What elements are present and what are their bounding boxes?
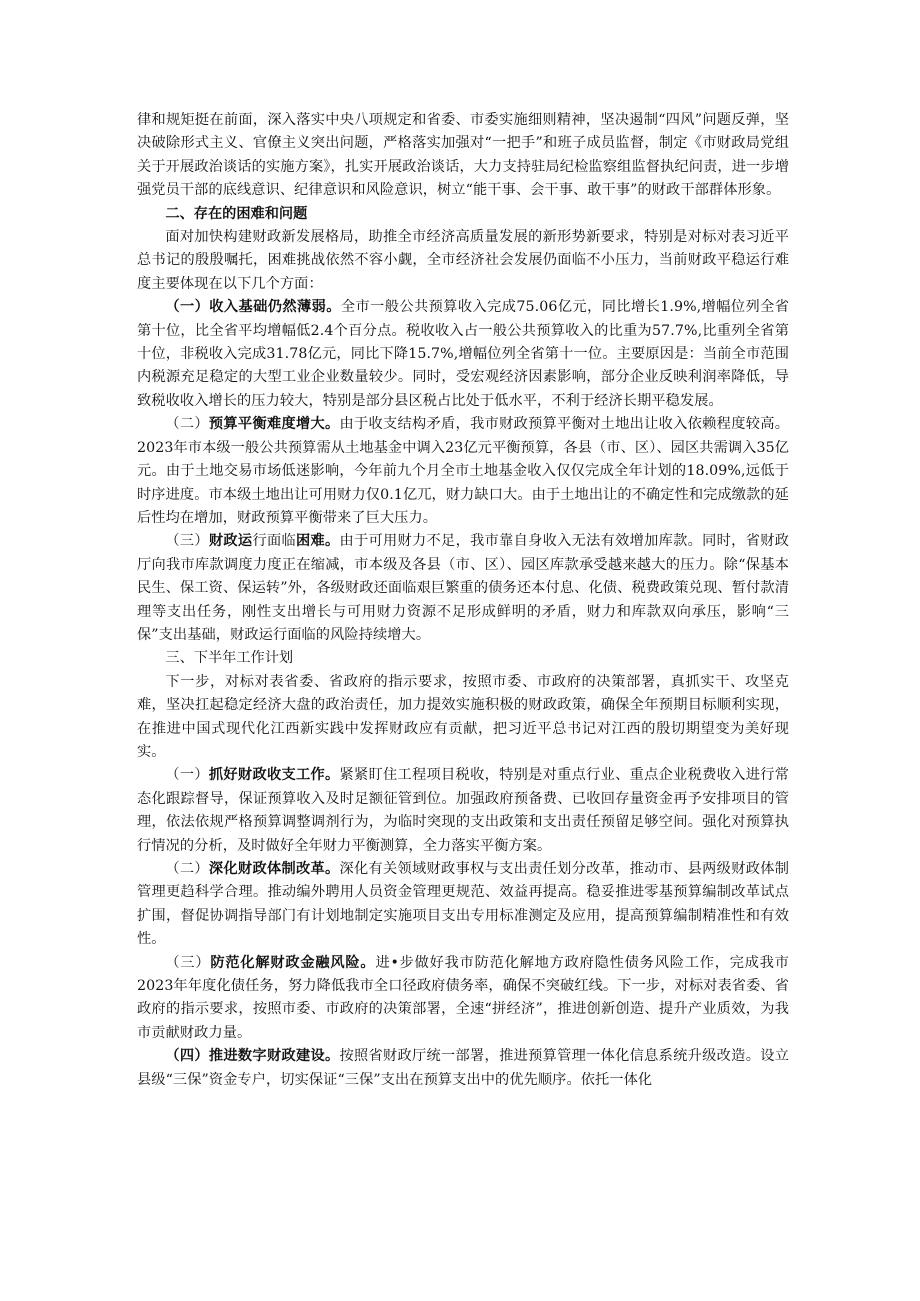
- plan-text-revenue-expenditure: 紧紧盯住工程项目税收，特别是对重点行业、重点企业税费收入进行常态化跟踪督导，保证预算收入及时足额征管到位。加强政府预备费、已收回存量资金再予安排项目的管理，依法依规严格预算调整调剂行为，为临时突现的支出政策和支出责任预留足够空间。强化对预算执行情况的分析，及时做好全年财力平衡测算，全力落实平衡方案。: [137, 767, 789, 854]
- paragraph-plan-revenue-expenditure: [137, 764, 789, 858]
- paragraph-difficulties-intro: 面对加快构建财政新发展格局，助推全市经济高质量发展的新形势新要求，特别是对标对表习近平总书记的殷殷嘱托，困难挑战依然不容小觑，全市经济社会发展仍面临不小压力，当前财政平稳运行难度主要体现在以下几个方面：: [137, 229, 789, 292]
- plan-heading-revenue-expenditure: 抓好财政收支工作。: [208, 767, 340, 784]
- paragraph-plan-digital: [137, 1045, 789, 1092]
- plan-text-digital: 按照省财政厅统一部署，推进预算管理一体化信息系统升级改造。设立县级“三保”资金专户，切实保证“三保”支出在预算支出中的优先顺序。依托一体化: [137, 1048, 789, 1088]
- item-heading-revenue: （一）收入基础仍然薄弱。: [165, 299, 341, 316]
- item-prefix-fiscal-operation: （三）: [165, 533, 209, 550]
- item-heading-fiscal-operation-b: 困难。: [295, 533, 340, 550]
- item-text-revenue: 全市一般公共预算收入完成75.06亿元，同比增长1.9%,增幅位列全省第十位，比全省平均增幅低2.4个百分点。税收收入占一般公共预算收入的比重为57.7%,比重列全省第十位，非税收入完成31.78亿元，同比下降15.7%,增幅位列全省第十一位。主要原因是：当前全市范围内税源充足稳定的大型工业企业数量较少。同时，受宏观经济因素影响，部分企业反映利润率降低，导致税收收入增长的压力较大，特别是部分县区税占比处于低水平，不利于经济长期平稳发展。: [137, 299, 790, 409]
- item-prefix-budget-balance: （二）: [165, 416, 209, 433]
- section-heading-plan: 三、下半年工作计划: [165, 650, 294, 667]
- paragraph-plan-intro: 下一步，对标对表省委、省政府的指示要求，按照市委、市政府的决策部署，真抓实干、攻坚克难，坚决扛起稳定经济大盘的政治责任，加力提效实施积极的财政政策，确保全年预期目标顺利实现，在推进中国式现代化江西新实践中发挥财政应有贡献，把习近平总书记对江西的殷切期望变为美好现实。: [137, 673, 789, 760]
- paragraph-item-fiscal-operation: [137, 530, 789, 647]
- paragraph-item-budget-balance: [137, 413, 789, 530]
- paragraph-plan-reform: [137, 858, 789, 952]
- plan-heading-reform: 深化财政体制改革。: [208, 861, 340, 877]
- item-text-budget-balance: 由于收支结构矛盾，我市财政预算平衡对土地出让收入依赖程度较高。2023年市本级一般公共预算需从土地基金中调入23亿元平衡预算，各县（市、区）、园区共需调入35亿元。由于土地交易市场低迷影响，今年前九个月全市土地基金收入仅仅完成全年计划的18.09%,远低于时序进度。市本级土地出让可用财力仅0.1亿兀，财力缺口大。由于土地出让的不确定性和完成缴款的延后性均在增加，财政预算平衡带来了巨大压力。: [137, 416, 789, 526]
- plan-text-reform: 深化有关领域财政事权与支出责任划分改革，推动市、县两级财政体制管理更趋科学合理。推动编外聘用人员资金管理更规范、效益再提高。稳妥推进零基预算编制改革试点扩围，督促协调指导部门有计划地制定实施项目支出专用标准测定及应用，提高预算编制精准性和有效性。: [137, 861, 789, 948]
- paragraph-plan-risk: [137, 952, 789, 1046]
- section-heading-difficulties: 二、存在的困难和问题: [165, 205, 308, 222]
- item-heading-fiscal-operation-a: 财政运: [208, 533, 253, 550]
- item-heading-fiscal-operation-mid: 行面临: [252, 533, 296, 550]
- plan-heading-digital: （四）推进数字财政建设。: [165, 1048, 340, 1065]
- item-heading-budget-balance: 预算平衡难度增大。: [208, 416, 340, 433]
- plan-heading-risk: 防范化解财政金融风险。: [210, 954, 376, 971]
- plan-prefix-risk: （三）: [165, 954, 211, 971]
- item-text-fiscal-operation: 由于可用财力不足，我市靠自身收入无法有效增加库款。同时，省财政厅向我市库款调度力度正在缩减，市本级及各县（市、区）、园区库款承受越来越大的压力。除“保基本民生、保工资、保运转”外，各级财政还面临艰巨繁重的债务还本付息、化债、税费政策兑现、暂付款清理等支出任务，刚性支出增长与可用财力资源不足形成鲜明的矛盾，财力和库款双向承压，影响“三保”支出基础，财政运行面临的风险持续增大。: [137, 533, 789, 643]
- paragraph-intro: 律和规矩挺在前面，深入落实中央八项规定和省委、市委实施细则精神，坚决遏制“四风”问题反弹，坚决破除形式主义、官僚主义突出问题，严格落实加强对“一把手”和班子成员监督，制定《市财政局党组关于开展政治谈话的实施方案》，扎实开展政治谈话，大力支持驻局纪检监察组监督执纪问责，进一步增强党员干部的底线意识、纪律意识和风险意识，树立“能干事、会干事、敢干事”的财政干部群体形象。: [137, 112, 789, 199]
- plan-text-risk: 进•步做好我市防范化解地方政府隐性债务风险工作，完成我市2023年年度化债任务，努力降低我市全口径政府债务率，确保不突破红线。下一步，对标对表省委、省政府的指示要求，按照市委、市政府的决策部署，全速“拼经济”，推进创新创造、提升产业质效，为我市贡献财政力量。: [137, 954, 789, 1041]
- plan-prefix-reform: （二）: [165, 861, 209, 877]
- plan-prefix-revenue-expenditure: （一）: [165, 767, 209, 784]
- document-page: [137, 109, 789, 1092]
- paragraph-item-revenue: [137, 296, 789, 413]
